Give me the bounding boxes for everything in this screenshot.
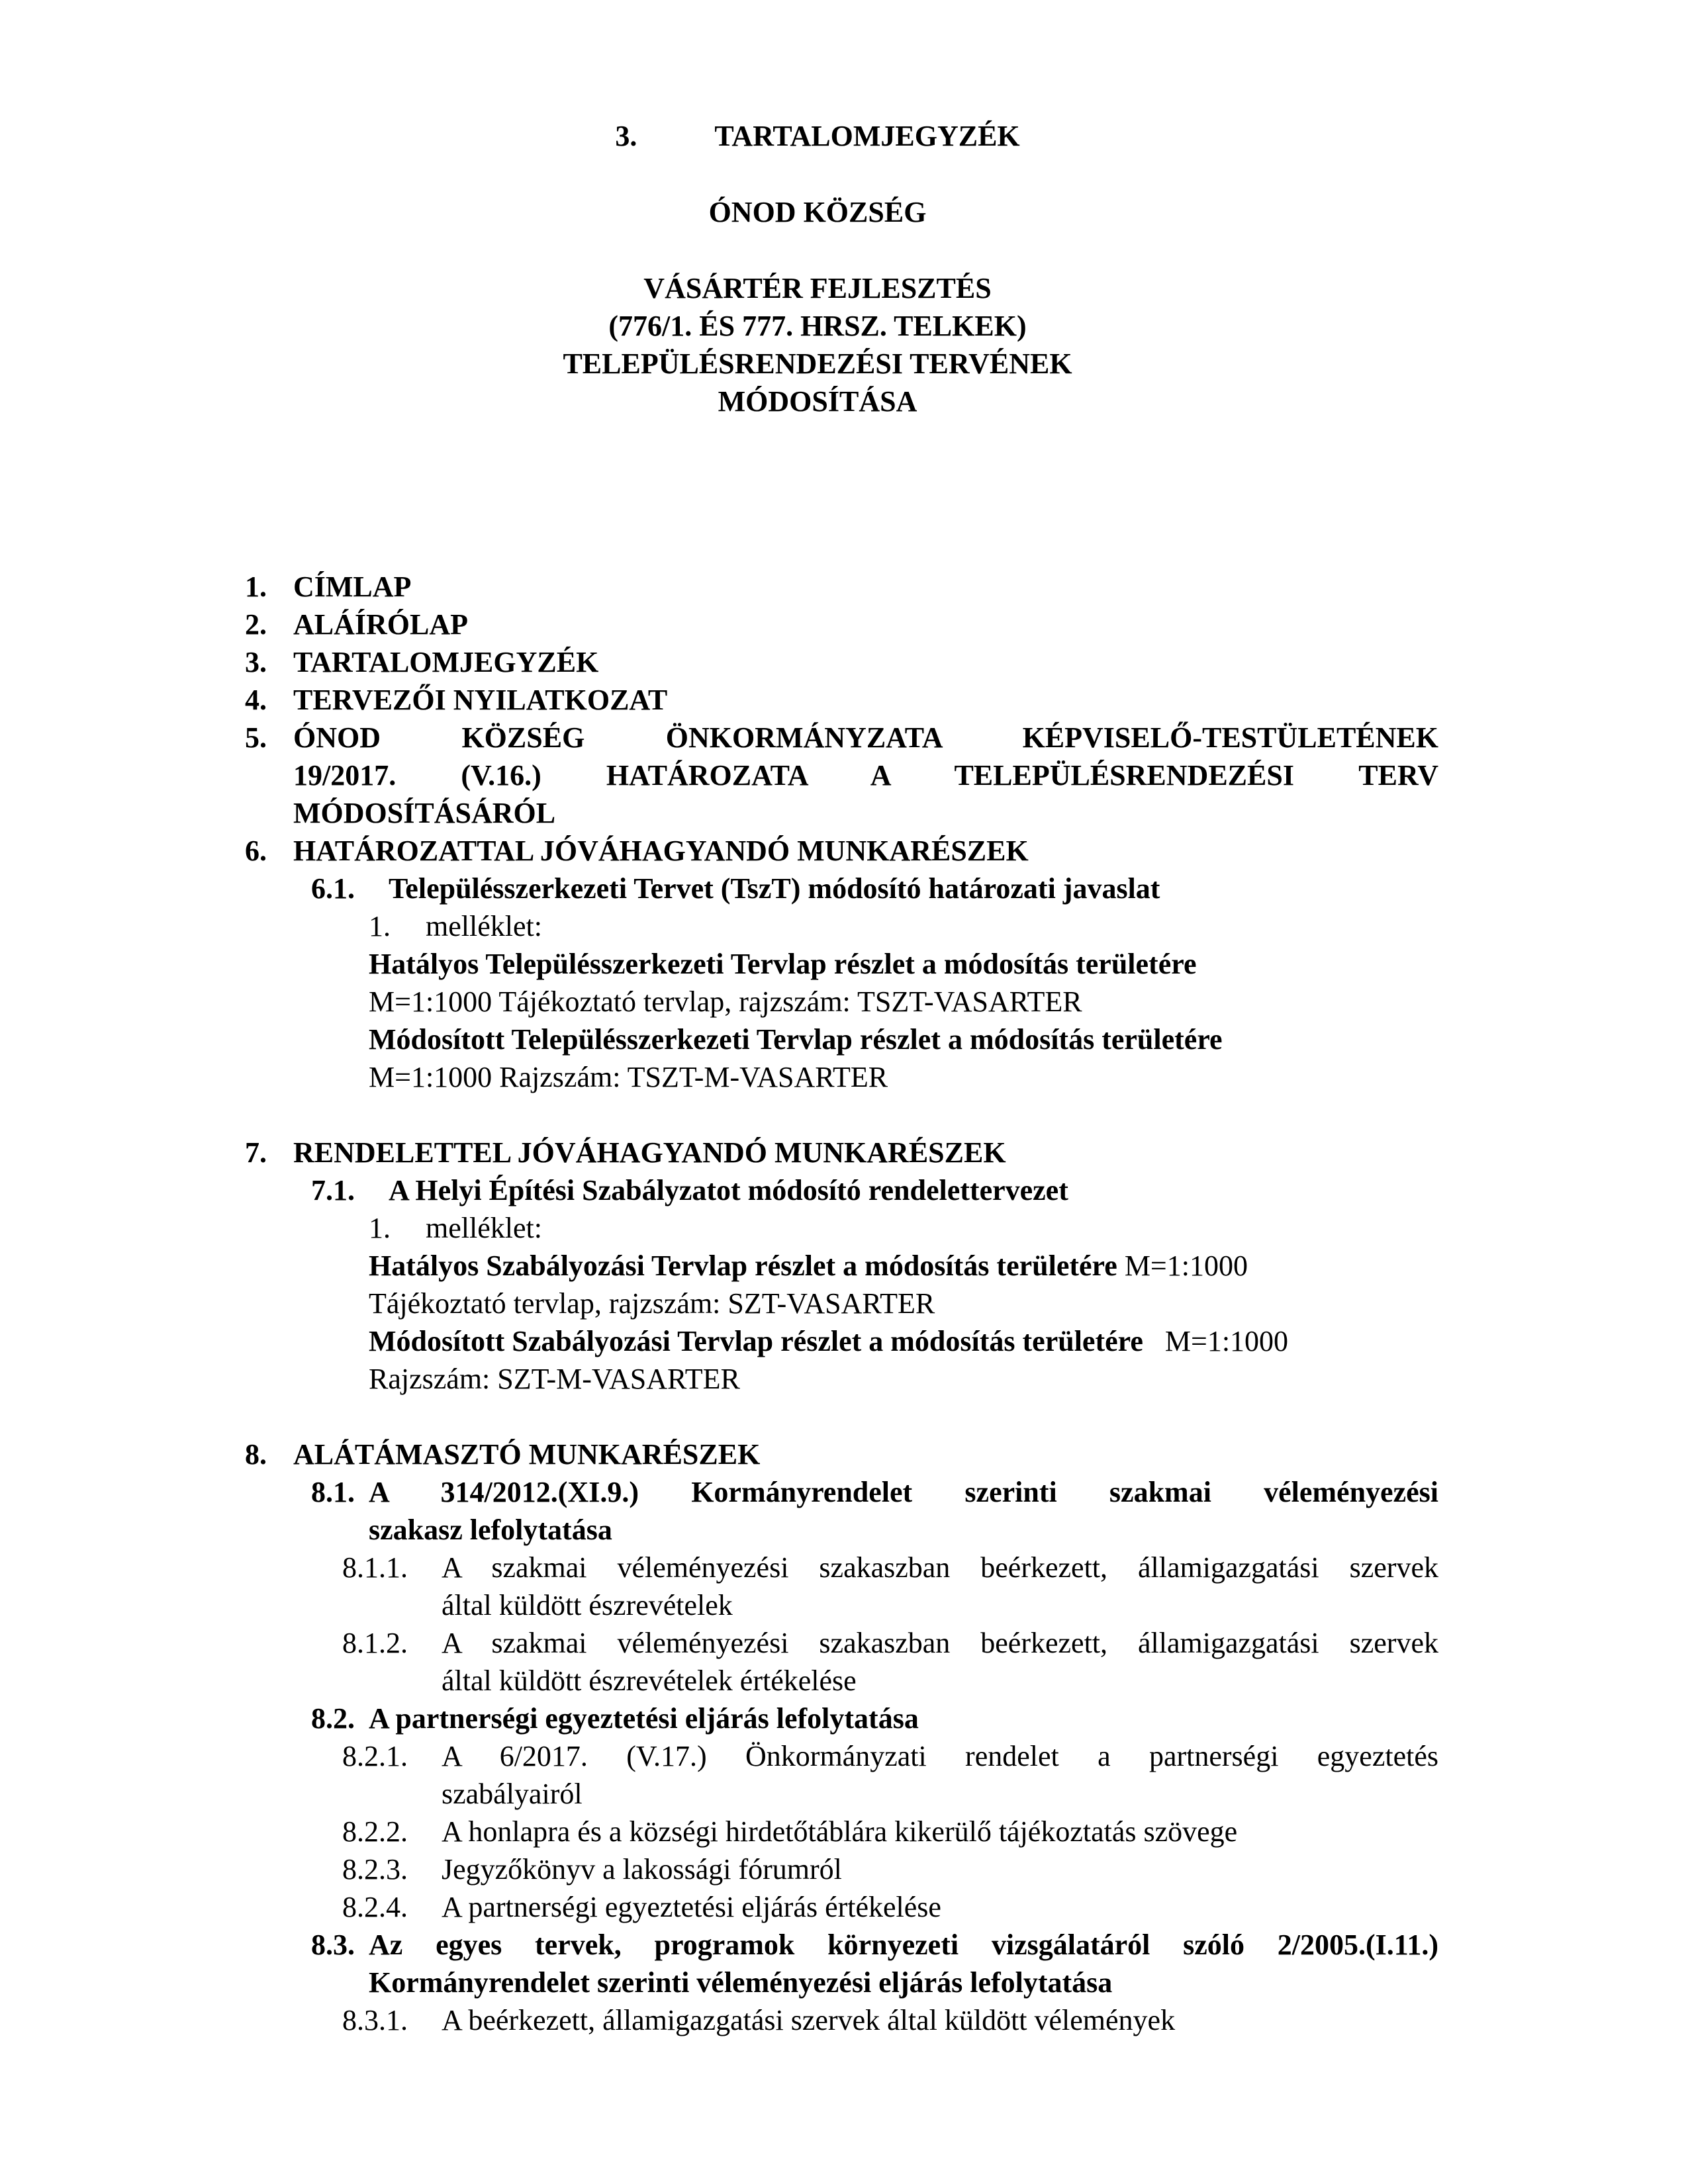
- toc-subitem: [0, 1926, 1688, 1964]
- table-of-contents: [0, 568, 1688, 2039]
- toc-subitem-text-line-1: A 314/2012.(XI.9.) Kormányrendelet szerinti szakmai véleményezési: [369, 1476, 1438, 1508]
- toc-item-text-line-3: MÓDOSÍTÁSÁRÓL: [293, 797, 556, 829]
- toc-subsubitem-text: A beérkezett, államigazgatási szervek által küldött vélemények: [442, 2004, 1176, 2036]
- toc-item-number: 1.: [245, 570, 267, 603]
- toc-item-number: 8.: [245, 1438, 267, 1471]
- toc-subsubitem-number: 8.2.4.: [342, 1891, 408, 1923]
- toc-item: [0, 681, 1688, 719]
- toc-subitem: [0, 1700, 1688, 1737]
- toc-subsubitem-continuation: [0, 1775, 1688, 1813]
- toc-subitem: [0, 1171, 1688, 1209]
- subject-line-4: MÓDOSÍTÁSA: [718, 385, 917, 418]
- toc-annex-line: Módosított Szabályozási Tervlap részlet a módosítás területére M=1:1000: [369, 1325, 1289, 1357]
- toc-item: [0, 606, 1688, 643]
- toc-subitem: [0, 870, 1688, 907]
- toc-subsubitem-text-line-1: A szakmai véleményezési szakaszban beérkezett, államigazgatási szervek: [442, 1627, 1438, 1659]
- toc-item: [0, 1435, 1688, 1473]
- toc-subsubitem-number: 8.2.3.: [342, 1853, 408, 1886]
- toc-subsubitem: [0, 1888, 1688, 1926]
- toc-subsubitem: [0, 1850, 1688, 1888]
- section-title: TARTALOMJEGYZÉK: [714, 120, 1020, 152]
- toc-subitem-text: A Helyi Építési Szabályzatot módosító rendelettervezet: [389, 1174, 1068, 1206]
- toc-subsubitem: [0, 1737, 1688, 1775]
- toc-item-text: RENDELETTEL JÓVÁHAGYANDÓ MUNKARÉSZEK: [293, 1136, 1006, 1169]
- toc-subsubitem: [0, 1624, 1688, 1662]
- toc-item-number: 6.: [245, 835, 267, 867]
- toc-item-text: HATÁROZATTAL JÓVÁHAGYANDÓ MUNKARÉSZEK: [293, 835, 1029, 867]
- municipality-name: ÓNOD KÖZSÉG: [708, 196, 927, 228]
- toc-item-text: TERVEZŐI NYILATKOZAT: [293, 684, 668, 716]
- subject-line-2: (776/1. ÉS 777. HRSZ. TELKEK): [608, 310, 1027, 342]
- toc-annex-line: Rajzszám: SZT-M-VASARTER: [369, 1363, 740, 1395]
- toc-annex-text: melléklet:: [426, 910, 542, 942]
- toc-subsubitem: [0, 2001, 1688, 2039]
- toc-subsubitem-text: A honlapra és a községi hirdetőtáblára kikerülő tájékoztatás szövege: [442, 1815, 1238, 1848]
- toc-item-text: CÍMLAP: [293, 570, 412, 603]
- toc-item-text-line-1: ÓNOD KÖZSÉG ÖNKORMÁNYZATA KÉPVISELŐ-TESTÜLETÉNEK: [293, 721, 1438, 754]
- toc-subsubitem-number: 8.1.1.: [342, 1551, 408, 1584]
- toc-item-number: 2.: [245, 608, 267, 641]
- toc-annex-number: 1.: [369, 1212, 391, 1244]
- toc-subitem-number: 6.1.: [311, 872, 355, 905]
- toc-item-number: 5.: [245, 721, 267, 754]
- toc-subsubitem-text-line-1: A szakmai véleményezési szakaszban beérkezett, államigazgatási szervek: [442, 1551, 1438, 1584]
- toc-subsubitem-continuation: [0, 1662, 1688, 1700]
- toc-subsubitem-text-line-1: A 6/2017. (V.17.) Önkormányzati rendelet a partnerségi egyeztetés: [442, 1740, 1438, 1772]
- toc-subitem-text-line-2: Kormányrendelet szerinti véleményezési eljárás lefolytatása: [369, 1966, 1113, 1999]
- toc-item-text: ALÁÍRÓLAP: [293, 608, 469, 641]
- toc-subitem-number: 7.1.: [311, 1174, 355, 1206]
- toc-subitem-text: A partnerségi egyeztetési eljárás lefolytatása: [369, 1702, 919, 1735]
- toc-item: [0, 719, 1688, 756]
- toc-annex-line: M=1:1000 Rajzszám: TSZT-M-VASARTER: [369, 1061, 888, 1093]
- toc-item-continuation: [0, 794, 1688, 832]
- toc-subsubitem-number: 8.2.2.: [342, 1815, 408, 1848]
- toc-item-number: 3.: [245, 646, 267, 678]
- section-number: 3.: [615, 120, 637, 152]
- toc-subsubitem: [0, 1813, 1688, 1850]
- toc-item: [0, 1134, 1688, 1171]
- toc-subsubitem-text-line-2: szabályairól: [442, 1778, 583, 1810]
- toc-subsubitem-text-line-2: által küldött észrevételek: [442, 1589, 733, 1621]
- toc-subitem-number: 8.3.: [311, 1929, 355, 1961]
- toc-annex-line: M=1:1000 Tájékoztató tervlap, rajzszám: TSZT-VASARTER: [369, 985, 1082, 1018]
- toc-subitem-text: Településszerkezeti Tervet (TszT) módosító határozati javaslat: [389, 872, 1160, 905]
- toc-item-number: 4.: [245, 684, 267, 716]
- toc-item: [0, 643, 1688, 681]
- toc-subsubitem: [0, 1549, 1688, 1586]
- toc-item-number: 7.: [245, 1136, 267, 1169]
- toc-subitem-text-line-2: szakasz lefolytatása: [369, 1514, 612, 1546]
- toc-subsubitem-number: 8.3.1.: [342, 2004, 408, 2036]
- toc-item-text: ALÁTÁMASZTÓ MUNKARÉSZEK: [293, 1438, 761, 1471]
- toc-subitem-number: 8.1.: [311, 1476, 355, 1508]
- subject-line-3: TELEPÜLÉSRENDEZÉSI TERVÉNEK: [563, 347, 1072, 380]
- toc-annex-text: melléklet:: [426, 1212, 542, 1244]
- toc-annex: [0, 907, 1688, 945]
- toc-item: [0, 568, 1688, 606]
- toc-subsubitem-text: Jegyzőkönyv a lakossági fórumról: [442, 1853, 842, 1886]
- toc-subitem: [0, 1473, 1688, 1511]
- toc-annex-line: Hatályos Szabályozási Tervlap részlet a módosítás területére M=1:1000: [369, 1250, 1248, 1282]
- toc-subitem-number: 8.2.: [311, 1702, 355, 1735]
- toc-item: [0, 832, 1688, 870]
- toc-subitem-text-line-1: Az egyes tervek, programok környezeti vizsgálatáról szóló 2/2005.(I.11.): [369, 1929, 1438, 1961]
- toc-subsubitem-number: 8.2.1.: [342, 1740, 408, 1772]
- toc-annex-line: Tájékoztató tervlap, rajzszám: SZT-VASARTER: [369, 1287, 935, 1320]
- toc-annex-number: 1.: [369, 910, 391, 942]
- toc-subsubitem-continuation: [0, 1586, 1688, 1624]
- toc-annex-line: Módosított Településszerkezeti Tervlap részlet a módosítás területére: [369, 1023, 1223, 1056]
- toc-subsubitem-number: 8.1.2.: [342, 1627, 408, 1659]
- toc-annex-line: Hatályos Településszerkezeti Tervlap részlet a módosítás területére: [369, 948, 1197, 980]
- toc-subitem-continuation: [0, 1964, 1688, 2001]
- toc-item-continuation: [0, 756, 1688, 794]
- toc-subsubitem-text-line-2: által küldött észrevételek értékelése: [442, 1664, 857, 1697]
- toc-item-text: TARTALOMJEGYZÉK: [293, 646, 599, 678]
- toc-annex: [0, 1209, 1688, 1247]
- toc-subitem-continuation: [0, 1511, 1688, 1549]
- toc-subsubitem-text: A partnerségi egyeztetési eljárás értékelése: [442, 1891, 941, 1923]
- toc-item-text-line-2: 19/2017. (V.16.) HATÁROZATA A TELEPÜLÉSRENDEZÉSI TERV: [293, 759, 1438, 792]
- section-heading: [0, 117, 1635, 155]
- subject-line-1: VÁSÁRTÉR FEJLESZTÉS: [643, 272, 992, 304]
